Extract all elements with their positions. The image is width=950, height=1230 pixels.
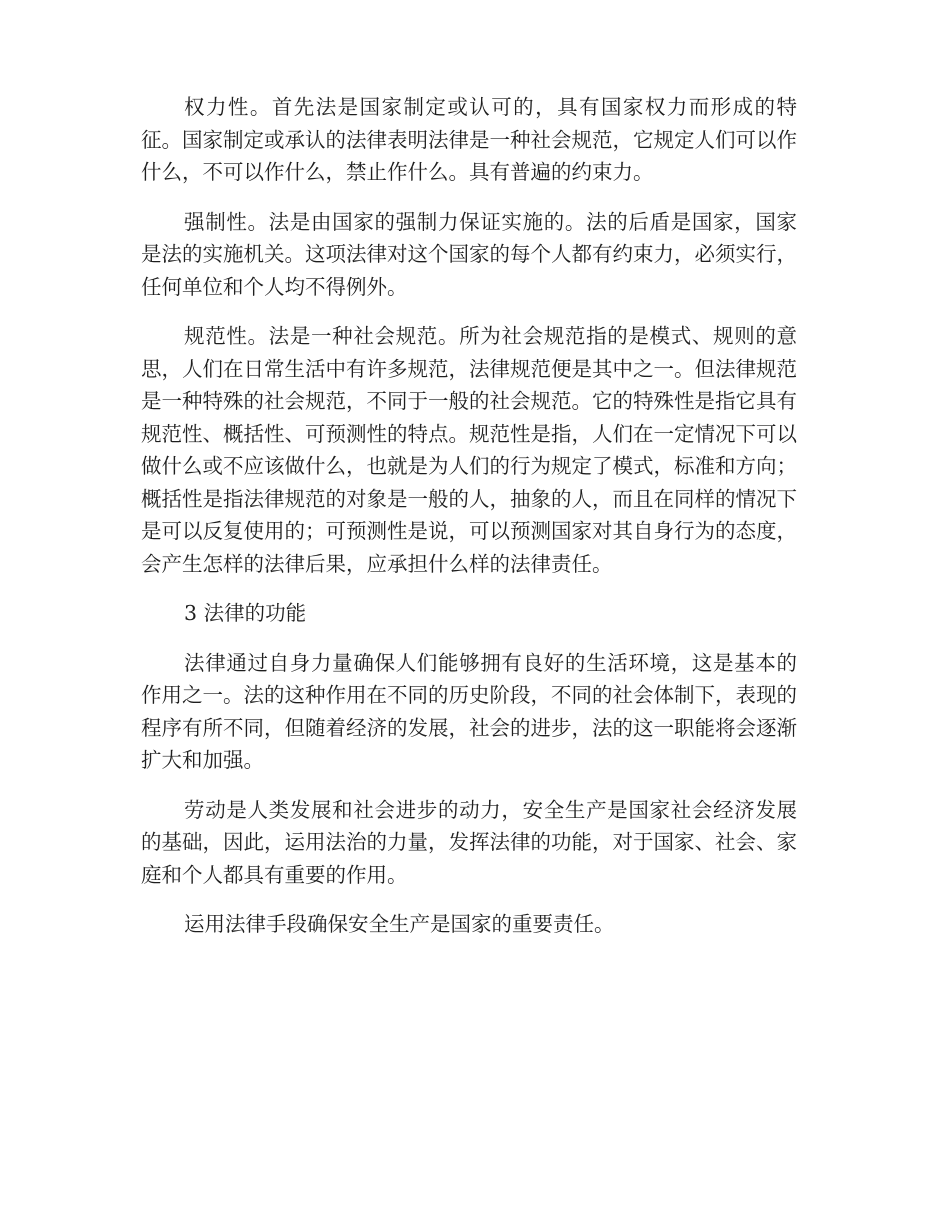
- paragraph-authority: 权力性。首先法是国家制定或认可的，具有国家权力而形成的特征。国家制定或承认的法律表明法律是一种社会规范，它规定人们可以作什么，不可以作什么，禁止作什么。具有普遍的约束力。: [141, 95, 797, 184]
- document-body: [141, 91, 797, 958]
- paragraph-coercion: 强制性。法是由国家的强制力保证实施的。法的后盾是国家，国家是法的实施机关。这项法律对这个国家的每个人都有约束力，必须实行，任何单位和个人均不得例外。: [141, 209, 797, 299]
- paragraph-labor-safety: 劳动是人类发展和社会进步的动力，安全生产是国家社会经济发展的基础，因此，运用法治的力量，发挥法律的功能，对于国家、社会、家庭和个人都具有重要的作用。: [141, 797, 797, 887]
- paragraph-state-responsibility: 运用法律手段确保安全生产是国家的重要责任。: [184, 912, 615, 936]
- paragraph-function-intro: 法律通过自身力量确保人们能够拥有良好的生活环境，这是基本的作用之一。法的这种作用在不同的历史阶段，不同的社会体制下，表现的程序有所不同，但随着经济的发展，社会的进步，法的这一职能将会逐渐扩大和加强。: [141, 650, 797, 772]
- section-heading: 3 法律的功能: [184, 601, 307, 625]
- paragraph-normativity: 规范性。法是一种社会规范。所为社会规范指的是模式、规则的意思，人们在日常生活中有许多规范，法律规范便是其中之一。但法律规范是一种特殊的社会规范，不同于一般的社会规范。它的特殊性是指它具有规范性、概括性、可预测性的特点。规范性是指，人们在一定情况下可以做什么或不应该做什么，也就是为人们的行为规定了模式，标准和方向；概括性是指法律规范的对象是一般的人，抽象的人，而且在同样的情况下是可以反复使用的；可预测性是说，可以预测国家对其自身行为的态度，会产生怎样的法律后果，应承担什么样的法律责任。: [141, 324, 797, 576]
